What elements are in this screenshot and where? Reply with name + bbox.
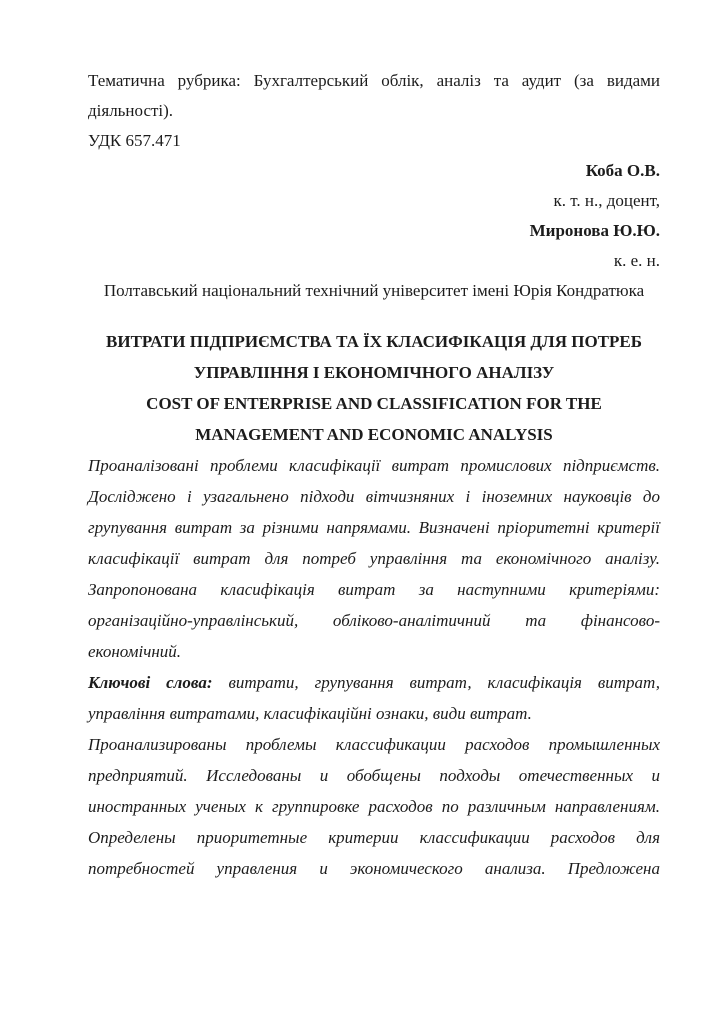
keywords-paragraph: [88, 667, 660, 729]
article-title-english: COST OF ENTERPRISE AND CLASSIFICATION FOR THE MANAGEMENT AND ECONOMIC ANALYSIS: [146, 394, 602, 444]
udc-code: УДК 657.471: [88, 131, 181, 150]
abstract-russian: Проанализированы проблемы классификации расходов промышленных предприятий. Исследованы и обобщены подходы отечественных и иностранных ученых к группировке расходов по различным направлениям. Определены приоритетные критерии классификации расходов для потребностей управления и экономического анализа. Предложена: [88, 735, 660, 878]
author-degree-myronova: к. е. н.: [613, 251, 660, 270]
abstract-ukrainian: Проаналізовані проблеми класифікації витрат промислових підприємств. Досліджено і узагальнено підходи вітчизняних і іноземних науковців до групування витрат за різними напрямами. Визначені пріоритетні критерії класифікації витрат для потреб управління та економічного аналізу. Запропонована класифікація витрат за наступними критеріями: організаційно-управлінський, обліково-аналітичний та фінансово-економічний.: [88, 456, 660, 661]
affiliation: Полтавський національний технічний університет імені Юрія Кондратюка: [103, 281, 645, 300]
author-name-myronova: Миронова Ю.Ю.: [529, 221, 660, 240]
thematic-rubric: Тематична рубрика: Бухгалтерський облік, аналіз та аудит (за видами діяльності).: [88, 71, 660, 120]
keywords-text: витрати, групування витрат, класифікація витрат, управління витратами, класифікаційні ознаки, види витрат.: [88, 673, 660, 723]
article-title-block: [88, 326, 660, 450]
author-name-koba: Коба О.В.: [585, 161, 660, 180]
article-title-ukrainian: ВИТРАТИ ПІДПРИЄМСТВА ТА ЇХ КЛАСИФІКАЦІЯ ДЛЯ ПОТРЕБ УПРАВЛІННЯ І ЕКОНОМІЧНОГО АНАЛІЗУ: [106, 332, 642, 382]
keywords-label: Ключові слова:: [88, 673, 229, 692]
author-degree-koba: к. т. н., доцент,: [553, 191, 660, 210]
